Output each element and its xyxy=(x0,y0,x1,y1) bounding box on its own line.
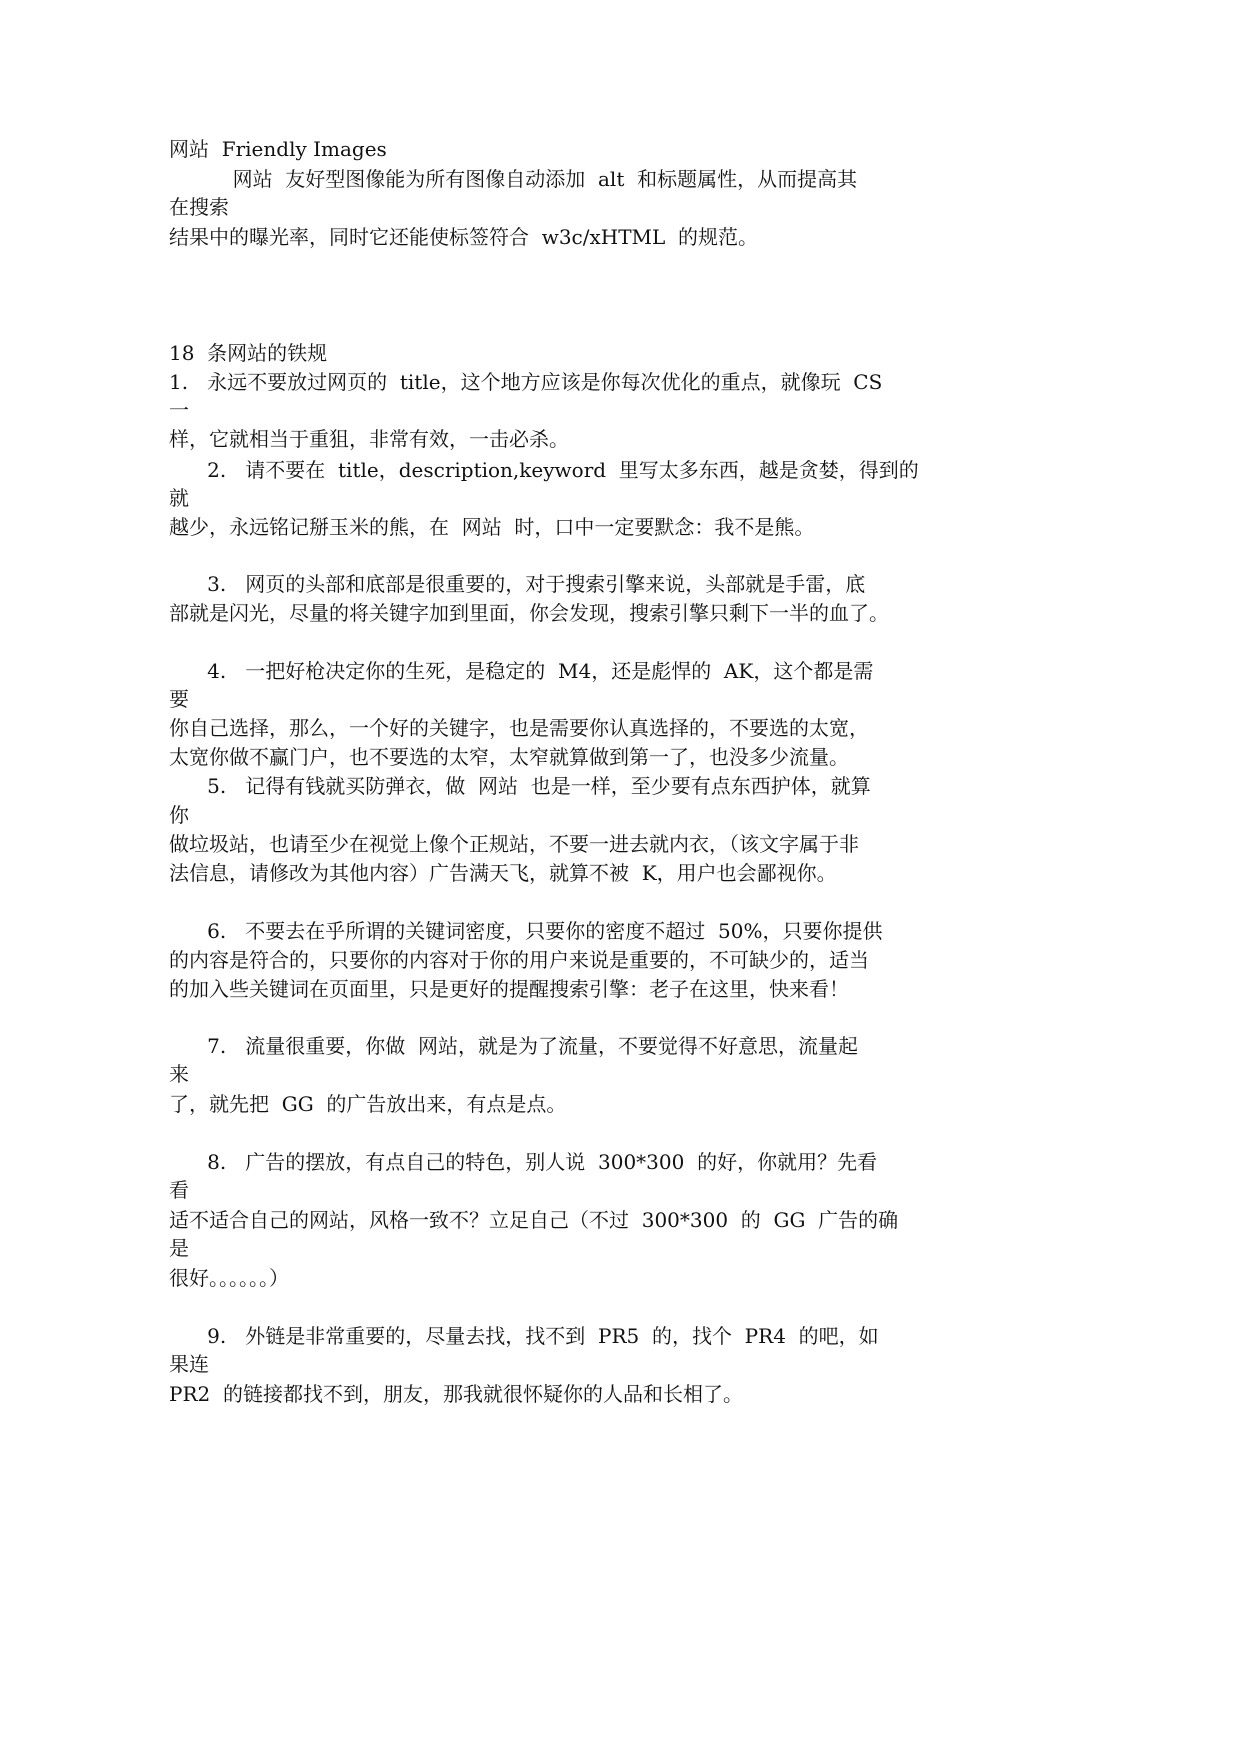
rule-line: 就 xyxy=(169,486,189,510)
section-title-friendly-images: 网站 Friendly Images xyxy=(169,137,387,161)
rule-line: 你自己选择，那么，一个好的关键字，也是需要你认真选择的，不要选的太宽， xyxy=(169,716,869,740)
rule-line: 的内容是符合的，只要你的内容对于你的用户来说是重要的，不可缺少的，适当 xyxy=(169,948,869,972)
rule-line: 要 xyxy=(169,687,189,711)
rule-line: 3. 网页的头部和底部是很重要的，对于搜索引擎来说，头部就是手雷，底 xyxy=(169,572,866,596)
rule-line: 样，它就相当于重狙，非常有效，一击必杀。 xyxy=(169,427,569,451)
rule-line: 是 xyxy=(169,1236,189,1260)
rule-line: 一 xyxy=(169,398,189,422)
rule-line: 太宽你做不赢门户，也不要选的太窄，太窄就算做到第一了，也没多少流量。 xyxy=(169,745,849,769)
paragraph-line: 网站 友好型图像能为所有图像自动添加 alt 和标题属性，从而提高其 xyxy=(169,167,858,191)
rule-line: 7. 流量很重要，你做 网站，就是为了流量，不要觉得不好意思，流量起 xyxy=(169,1034,859,1058)
rule-line: 4. 一把好枪决定你的生死，是稳定的 M4，还是彪悍的 AK，这个都是需 xyxy=(169,659,874,683)
rule-line: 很好。。。。。。） xyxy=(169,1266,289,1290)
paragraph-line: 结果中的曝光率，同时它还能使标签符合 w3c/xHTML 的规范。 xyxy=(169,225,759,249)
rule-line: 5. 记得有钱就买防弹衣，做 网站 也是一样，至少要有点东西护体，就算 xyxy=(169,774,871,798)
rule-line: 法信息，请修改为其他内容）广告满天飞，就算不被 K，用户也会鄙视你。 xyxy=(169,861,837,885)
rule-line: 9. 外链是非常重要的，尽量去找，找不到 PR5 的，找个 PR4 的吧，如 xyxy=(169,1324,879,1348)
rule-line: 适不适合自己的网站，风格一致不？立足自己（不过 300*300 的 GG 广告的确 xyxy=(169,1208,899,1232)
paragraph-line: 在搜索 xyxy=(169,195,229,219)
rule-line: 8. 广告的摆放，有点自己的特色，别人说 300*300 的好，你就用？先看 xyxy=(169,1150,878,1174)
rule-line: PR2 的链接都找不到，朋友，那我就很怀疑你的人品和长相了。 xyxy=(169,1382,743,1406)
rule-line: 做垃圾站，也请至少在视觉上像个正规站，不要一进去就内衣，（该文字属于非 xyxy=(169,832,859,856)
rule-line: 了，就先把 GG 的广告放出来，有点是点。 xyxy=(169,1092,567,1116)
rule-line: 部就是闪光，尽量的将关键字加到里面，你会发现，搜索引擎只剩下一半的血了。 xyxy=(169,601,889,625)
rule-line: 6. 不要去在乎所谓的关键词密度，只要你的密度不超过 50%，只要你提供 xyxy=(169,919,883,943)
rule-line: 看 xyxy=(169,1178,189,1202)
rule-line: 你 xyxy=(169,803,189,827)
section-title-18-rules: 18 条网站的铁规 xyxy=(169,341,328,365)
rule-line: 1. 永远不要放过网页的 title，这个地方应该是你每次优化的重点，就像玩 CS xyxy=(169,370,883,394)
rule-line: 的加入些关键词在页面里，只是更好的提醒搜索引擎：老子在这里，快来看！ xyxy=(169,977,849,1001)
rule-line: 来 xyxy=(169,1062,189,1086)
rule-line: 果连 xyxy=(169,1352,209,1376)
rule-line: 2. 请不要在 title，description,keyword 里写太多东西，越是贪婪，得到的 xyxy=(169,458,919,482)
rule-line: 越少，永远铭记掰玉米的熊，在 网站 时，口中一定要默念：我不是熊。 xyxy=(169,515,815,539)
